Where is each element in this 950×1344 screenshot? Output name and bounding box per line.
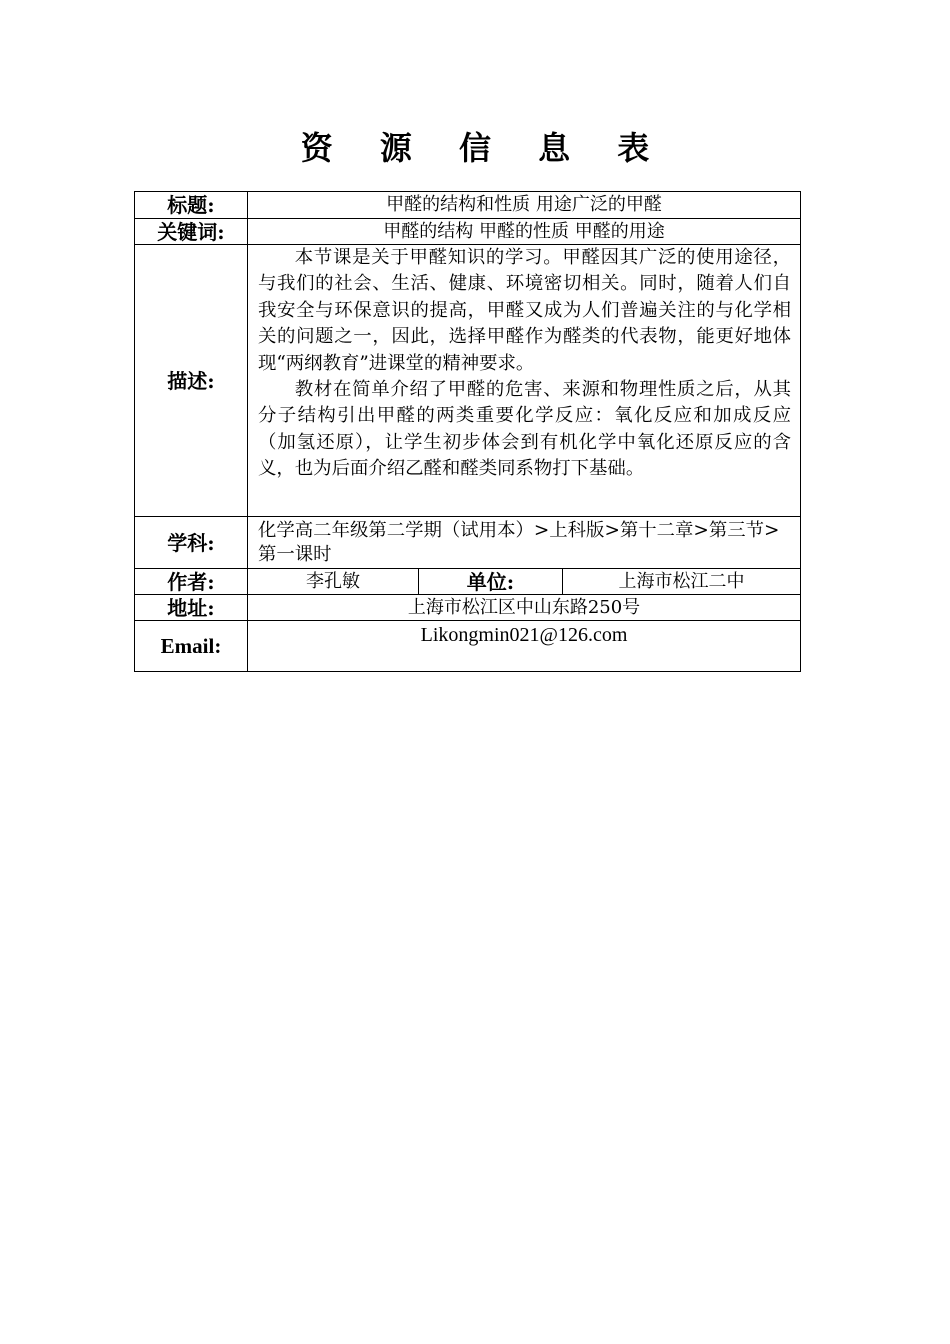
email-value[interactable]: Likongmin021@126.com	[248, 621, 801, 672]
address-row	[135, 595, 801, 621]
email-row	[135, 621, 801, 672]
title-value: 甲醛的结构和性质 用途广泛的甲醛	[248, 192, 801, 219]
address-value: 上海市松江区中山东路250号	[248, 595, 801, 621]
unit-value: 上海市松江二中	[563, 569, 801, 595]
keywords-row	[135, 219, 801, 245]
unit-label: 单位:	[419, 569, 563, 595]
author-value: 李孔敏	[248, 569, 419, 595]
title-row	[135, 192, 801, 219]
subject-row	[135, 517, 801, 569]
subject-value: 化学高二年级第二学期（试用本）>上科版>第十二章>第三节>第一课时	[248, 517, 801, 569]
email-label: Email:	[135, 621, 248, 672]
description-paragraph: 教材在简单介绍了甲醛的危害、来源和物理性质之后，从其分子结构引出甲醛的两类重要化学反应：氧化反应和加成反应（加氢还原），让学生初步体会到有机化学中氧化还原反应的含义，也为后面介绍乙醛和醛类同系物打下基础。	[258, 379, 792, 480]
title-label: 标题:	[135, 192, 248, 219]
subject-label: 学科:	[135, 517, 248, 569]
description-label: 描述:	[135, 245, 248, 517]
author-label: 作者:	[135, 569, 248, 595]
address-label: 地址:	[135, 595, 248, 621]
description-value	[248, 245, 801, 517]
resource-info-table	[134, 191, 801, 672]
author-row	[135, 569, 801, 595]
description-paragraph: 本节课是关于甲醛知识的学习。甲醛因其广泛的使用途径，与我们的社会、生活、健康、环境密切相关。同时，随着人们自我安全与环保意识的提高，甲醛又成为人们普遍关注的与化学相关的问题之一，因此，选择甲醛作为醛类的代表物，能更好地体现“两纲教育”进课堂的精神要求。	[258, 247, 792, 374]
keywords-label: 关键词:	[135, 219, 248, 245]
page-title: 资 源 信 息 表	[300, 129, 668, 167]
description-row	[135, 245, 801, 517]
keywords-value: 甲醛的结构 甲醛的性质 甲醛的用途	[248, 219, 801, 245]
